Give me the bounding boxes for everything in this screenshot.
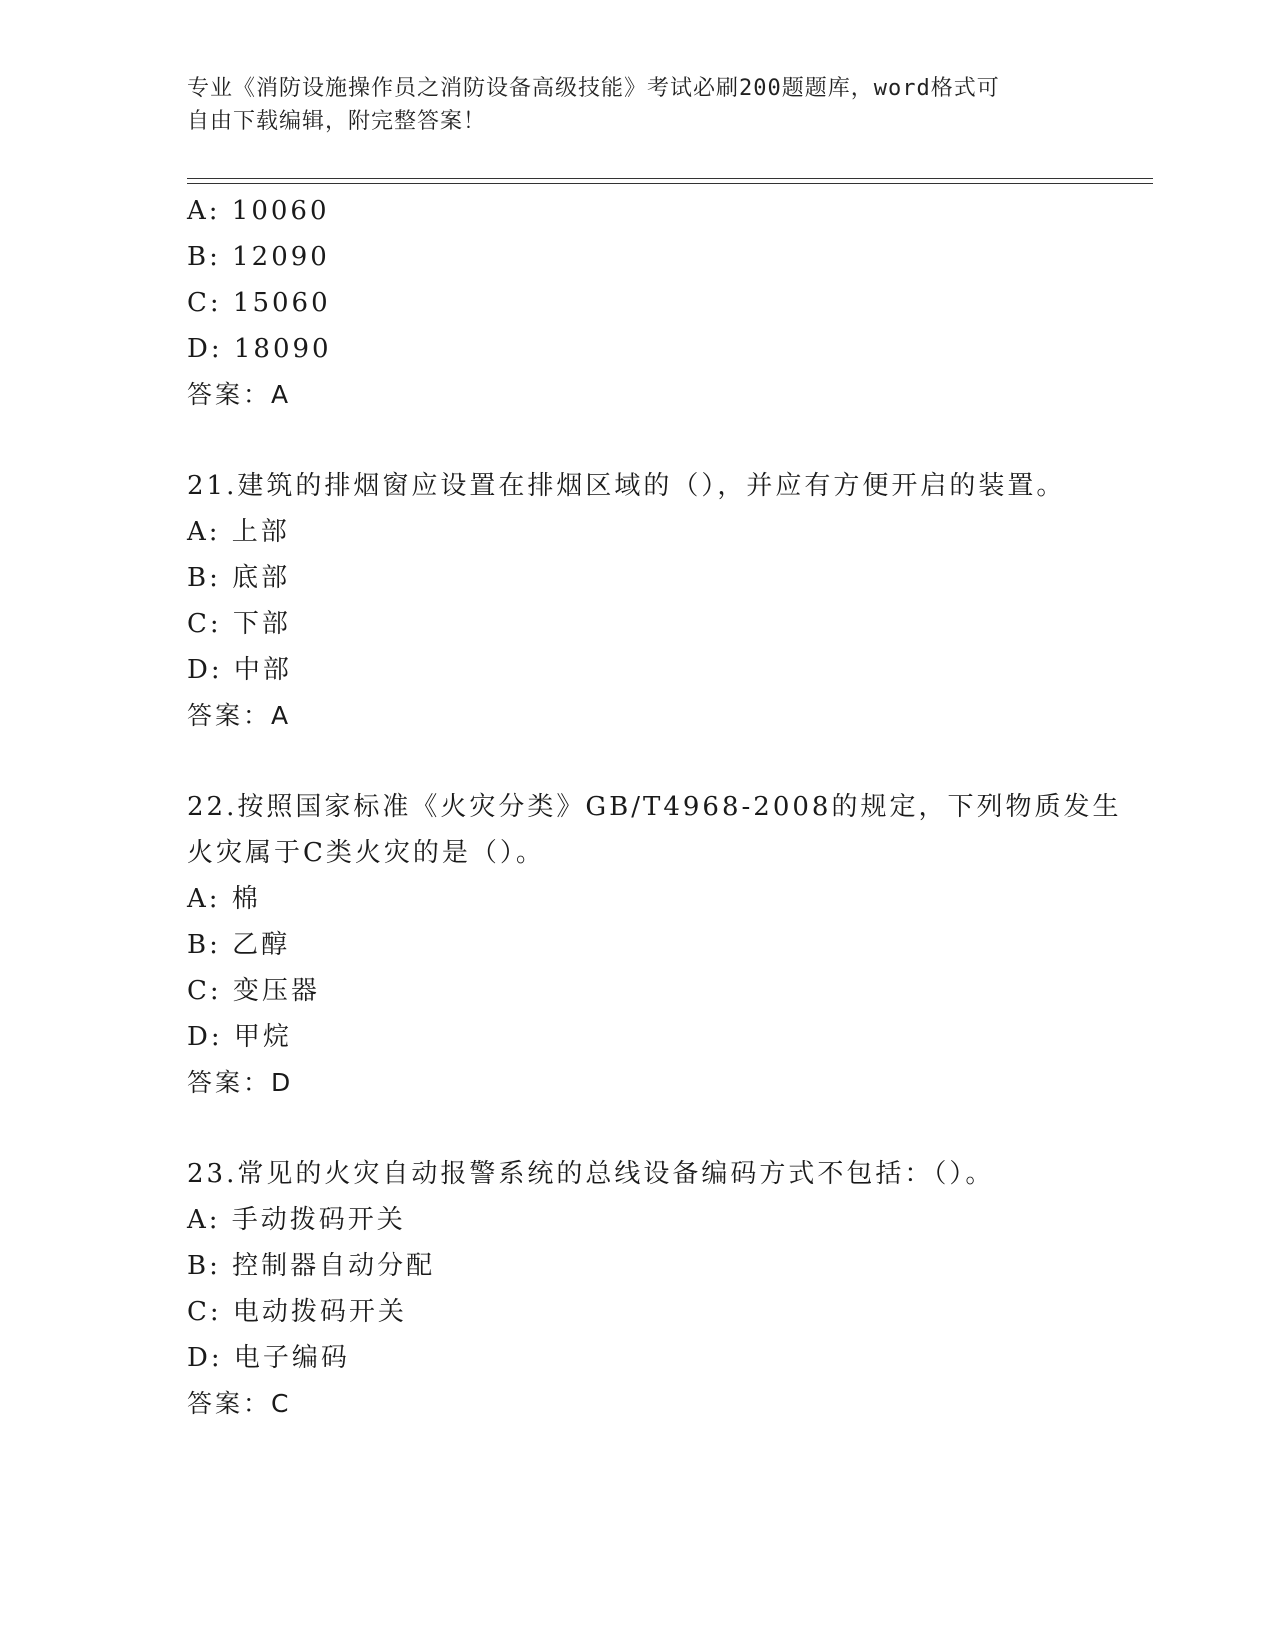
option-d: D: 电子编码 [187, 1343, 350, 1373]
option-c: C: 电动拨码开关 [187, 1297, 407, 1327]
question-stem-line-1: 22.按照国家标准《火灾分类》GB/T4968-2008的规定，下列物质发生 [187, 792, 1122, 822]
option-a: A: 手动拨码开关 [187, 1205, 406, 1235]
document-header [187, 72, 1087, 138]
spacer [187, 1106, 1153, 1151]
header-title-line-2: 自由下载编辑，附完整答案！ [187, 109, 487, 134]
answer-line: 答案：C [187, 1389, 292, 1418]
option-b: B: 乙醇 [187, 930, 291, 960]
option-c: C: 下部 [187, 609, 291, 639]
header-divider-bottom [187, 183, 1153, 184]
answer-line: 答案：A [187, 701, 292, 730]
option-a: A: 棉 [187, 884, 261, 914]
header-divider-top [187, 178, 1153, 179]
option-b: B: 控制器自动分配 [187, 1251, 436, 1281]
option-c: C: 变压器 [187, 976, 320, 1006]
spacer [187, 418, 1153, 463]
option-b: B: 底部 [187, 563, 291, 593]
spacer [187, 739, 1153, 784]
option-a: A: 上部 [187, 517, 290, 547]
question-block-22 [187, 784, 1153, 1106]
answer-line: 答案：A [187, 380, 292, 409]
question-block-23 [187, 1151, 1153, 1427]
option-a: A: 10060 [187, 196, 330, 226]
option-d: D: 18090 [187, 334, 332, 364]
option-d: D: 甲烷 [187, 1022, 292, 1052]
header-title-line-1: 专业《消防设施操作员之消防设备高级技能》考试必刷200题题库，word格式可 [187, 76, 1000, 101]
option-c: C: 15060 [187, 288, 331, 318]
question-stem: 21.建筑的排烟窗应设置在排烟区域的（），并应有方便开启的装置。 [187, 471, 1066, 501]
option-b: B: 12090 [187, 242, 330, 272]
answer-line: 答案：D [187, 1068, 294, 1097]
question-list [187, 188, 1153, 1427]
option-d: D: 中部 [187, 655, 292, 685]
question-block-21 [187, 463, 1153, 739]
question-stem-line-2: 火灾属于C类火灾的是（）。 [187, 838, 545, 868]
question-stem: 23.常见的火灾自动报警系统的总线设备编码方式不包括：（）。 [187, 1159, 995, 1189]
question-block-partial [187, 188, 1153, 418]
